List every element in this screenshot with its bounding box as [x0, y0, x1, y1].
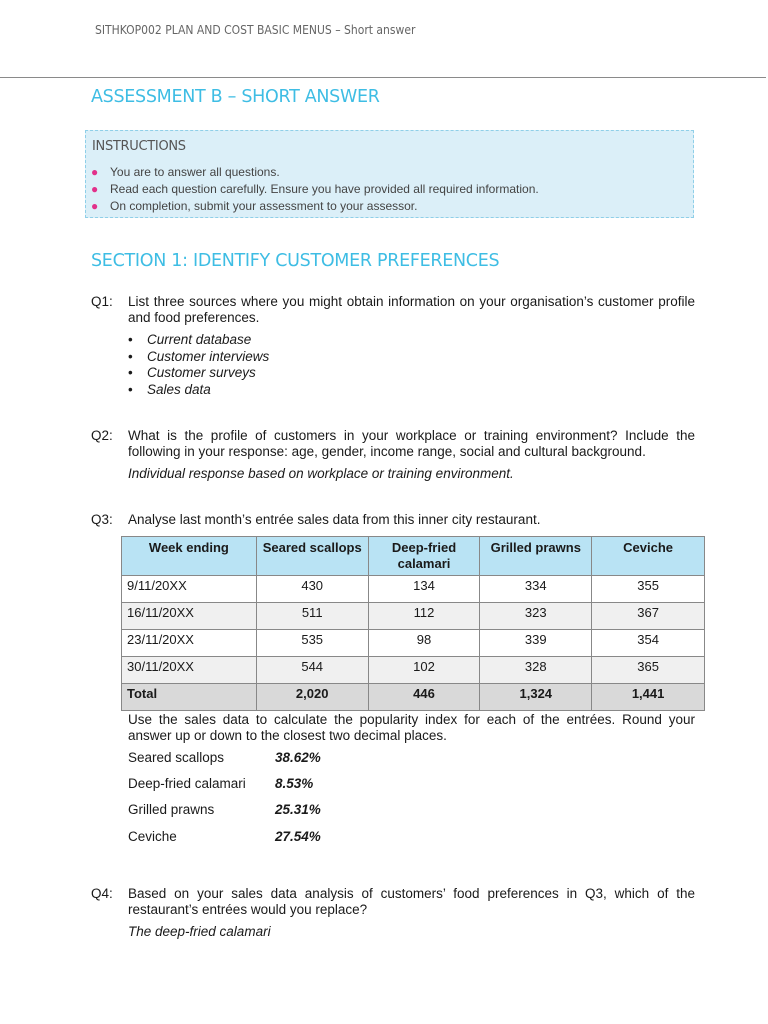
table-cell: 355 [592, 576, 705, 603]
bullet-icon: ● [91, 165, 99, 179]
bullet-icon: ● [91, 199, 99, 213]
popularity-value: 25.31% [275, 802, 321, 817]
table-header-row [122, 537, 705, 576]
list-item: • Current database [128, 332, 269, 349]
popularity-value: 27.54% [275, 829, 321, 844]
popularity-row [128, 750, 321, 765]
table-row [122, 630, 705, 657]
sales-table [121, 536, 705, 711]
popularity-value: 38.62% [275, 750, 321, 765]
table-cell: 2,020 [256, 684, 368, 711]
q1-number: Q1: [91, 294, 113, 309]
table-total-row [122, 684, 705, 711]
popularity-item: Deep-fried calamari [128, 776, 246, 791]
running-header: SITHKOP002 PLAN AND COST BASIC MENUS – Short answer [95, 23, 416, 37]
popularity-item: Ceviche [128, 829, 177, 844]
q2-number: Q2: [91, 428, 113, 443]
popularity-row [128, 802, 321, 817]
table-cell: 367 [592, 603, 705, 630]
column-header: Deep-fried calamari [368, 537, 480, 576]
popularity-row [128, 829, 321, 844]
q4-number: Q4: [91, 886, 113, 901]
column-header: Seared scallops [256, 537, 368, 576]
table-cell: Total [122, 684, 257, 711]
popularity-value: 8.53% [275, 776, 314, 791]
column-header: Week ending [122, 537, 257, 576]
column-header: Ceviche [592, 537, 705, 576]
instruction-item: ● On completion, submit your assessment to your assessor. [91, 199, 418, 213]
table-cell: 535 [256, 630, 368, 657]
instructions-box [85, 130, 694, 218]
list-item: • Customer interviews [128, 349, 269, 366]
bullet-icon: ● [91, 182, 99, 196]
table-cell: 430 [256, 576, 368, 603]
table-cell: 9/11/20XX [122, 576, 257, 603]
q2-text: What is the profile of customers in your workplace or training environment? Include the following in your response: age, gender, income range, social and cultural background. [128, 428, 695, 459]
table-cell: 323 [480, 603, 592, 630]
instruction-item: ● Read each question carefully. Ensure you have provided all required information. [91, 182, 539, 196]
table-cell: 1,324 [480, 684, 592, 711]
table-cell: 16/11/20XX [122, 603, 257, 630]
q3-number: Q3: [91, 512, 113, 527]
q3-followup-text: Use the sales data to calculate the popularity index for each of the entrées. Round your answer up or down to the closest two decimal places. [128, 712, 695, 743]
section-title: SECTION 1: IDENTIFY CUSTOMER PREFERENCES [91, 251, 500, 271]
instructions-title: INSTRUCTIONS [92, 139, 186, 154]
table-cell: 328 [480, 657, 592, 684]
instructions-list [86, 164, 539, 215]
table-row [122, 576, 705, 603]
popularity-item: Seared scallops [128, 750, 225, 765]
list-item: • Sales data [128, 382, 269, 399]
instruction-item: ● You are to answer all questions. [91, 165, 280, 179]
q1-answer-list [128, 332, 269, 398]
table-cell: 98 [368, 630, 480, 657]
table-cell: 446 [368, 684, 480, 711]
table-row [122, 603, 705, 630]
table-cell: 30/11/20XX [122, 657, 257, 684]
q1-text: List three sources where you might obtain information on your organisation’s customer profile and food preferences. [128, 294, 695, 325]
q2-answer: Individual response based on workplace or training environment. [128, 466, 514, 481]
header-divider [0, 77, 766, 78]
table-cell: 354 [592, 630, 705, 657]
q3-text: Analyse last month’s entrée sales data from this inner city restaurant. [128, 512, 541, 527]
table-cell: 1,441 [592, 684, 705, 711]
q4-answer: The deep-fried calamari [128, 924, 271, 939]
table-cell: 544 [256, 657, 368, 684]
table-cell: 334 [480, 576, 592, 603]
table-cell: 511 [256, 603, 368, 630]
table-cell: 23/11/20XX [122, 630, 257, 657]
column-header: Grilled prawns [480, 537, 592, 576]
table-cell: 102 [368, 657, 480, 684]
table-row [122, 657, 705, 684]
q4-text: Based on your sales data analysis of customers’ food preferences in Q3, which of the restaurant’s entrées would you replace? [128, 886, 695, 917]
table-cell: 339 [480, 630, 592, 657]
assessment-title: ASSESSMENT B – SHORT ANSWER [91, 87, 380, 107]
table-cell: 134 [368, 576, 480, 603]
list-item: • Customer surveys [128, 365, 269, 382]
table-cell: 365 [592, 657, 705, 684]
popularity-row [128, 776, 314, 791]
popularity-item: Grilled prawns [128, 802, 215, 817]
table-cell: 112 [368, 603, 480, 630]
